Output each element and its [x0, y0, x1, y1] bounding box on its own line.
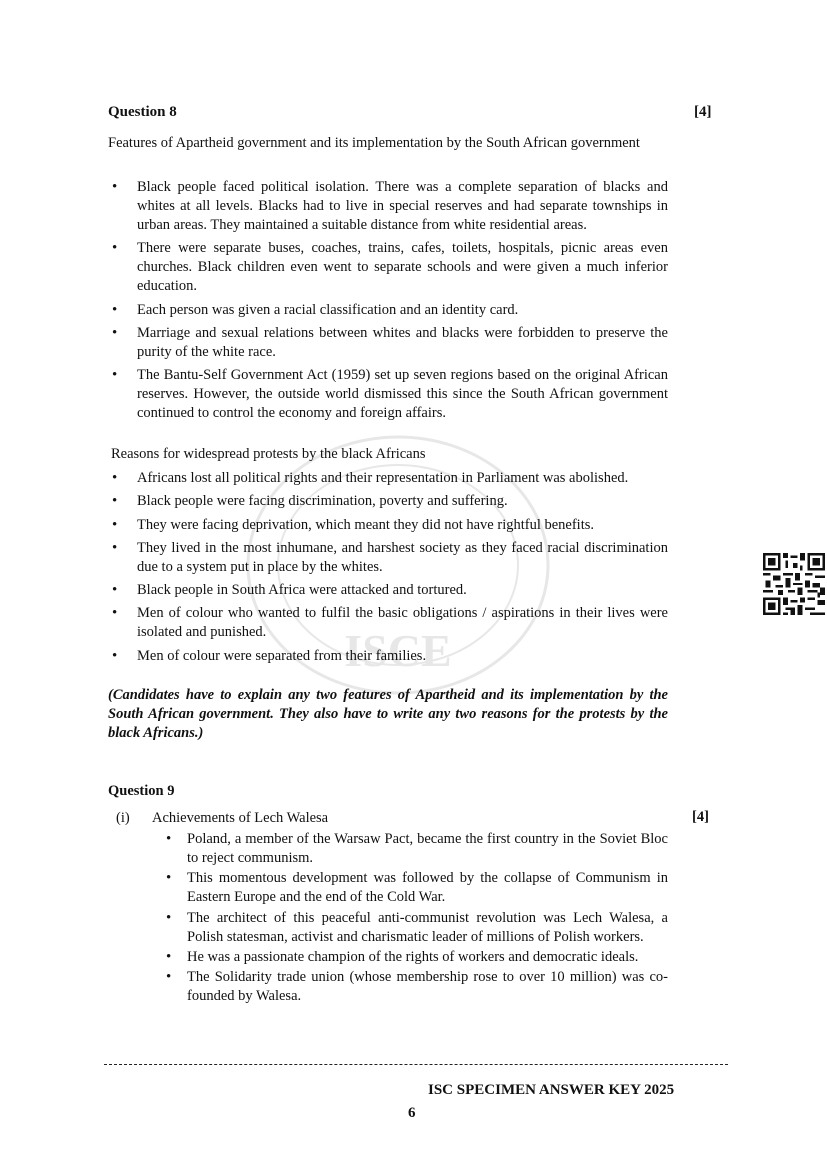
achievement-item: • This momentous development was followed by the collapse of Communism in Eastern Europe and the end of the Cold War. — [163, 869, 668, 907]
walesa-achievements-list — [163, 830, 668, 1007]
page-number: 6 — [408, 1105, 416, 1121]
reason-item: • Africans lost all political rights and their representation in Parliament was abolished. — [108, 469, 668, 488]
reason-item: • Black people in South Africa were attacked and tortured. — [108, 581, 668, 600]
feature-item: • There were separate buses, coaches, trains, cafes, toilets, hospitals, picnic areas even churches. Black children even went to separate schools and were given a much inferior education. — [108, 239, 668, 296]
question-8-intro: Features of Apartheid government and its implementation by the South African government — [108, 135, 640, 151]
question-8-marks: [4] — [694, 104, 712, 120]
reason-item: • Black people were facing discrimination, poverty and suffering. — [108, 492, 668, 511]
question-8-title: Question 8 — [108, 104, 177, 120]
reasons-heading: Reasons for widespread protests by the black Africans — [111, 446, 426, 462]
reason-item: • Men of colour were separated from their families. — [108, 647, 668, 666]
reason-item: • They lived in the most inhumane, and harshest society as they faced racial discrimination due to a system put in place by the whites. — [108, 539, 668, 577]
achievement-item: • Poland, a member of the Warsaw Pact, became the first country in the Soviet Bloc to reject communism. — [163, 830, 668, 868]
feature-item: • Each person was given a racial classification and an identity card. — [108, 301, 668, 320]
qr-code-icon — [763, 553, 825, 615]
feature-item: • Black people faced political isolation. There was a complete separation of blacks and whites at all levels. Blacks had to live in special reserves and had separate townships in urban areas. They maintained a suitable distance from white residential areas. — [108, 178, 668, 235]
achievement-item: • The Solidarity trade union (whose membership rose to over 10 million) was co-founded by Walesa. — [163, 968, 668, 1006]
feature-item: • Marriage and sexual relations between whites and blacks were forbidden to preserve the purity of the white race. — [108, 324, 668, 362]
question-9-part-heading: Achievements of Lech Walesa — [152, 810, 329, 826]
achievement-item: • The architect of this peaceful anti-communist revolution was Lech Walesa, a Polish statesman, activist and charismatic leader of millions of Polish workers. — [163, 909, 668, 947]
question-9-title: Question 9 — [108, 783, 175, 799]
question-9-part-label: (i) — [116, 810, 130, 826]
apartheid-features-list — [108, 178, 668, 427]
reason-item: • Men of colour who wanted to fulfil the basic obligations / aspirations in their lives were isolated and punished. — [108, 604, 668, 642]
examiner-note: (Candidates have to explain any two features of Apartheid and its implementation by the South African government. They also have to write any two reasons for the protests by the black Africans.) — [108, 687, 668, 741]
reason-item: • They were facing deprivation, which meant they did not have rightful benefits. — [108, 516, 668, 535]
protest-reasons-list — [108, 469, 668, 670]
achievement-item: • He was a passionate champion of the rights of workers and democratic ideals. — [163, 948, 668, 967]
feature-item: • The Bantu-Self Government Act (1959) set up seven regions based on the original African reserves. However, the outside world dismissed this since the South African government continued to control the economy and foreign affairs. — [108, 366, 668, 423]
question-9-marks: [4] — [692, 809, 709, 825]
footer-divider — [104, 1064, 728, 1065]
footer-title: ISC SPECIMEN ANSWER KEY 2025 — [428, 1082, 675, 1098]
watermark-text: ISCE — [344, 625, 452, 676]
